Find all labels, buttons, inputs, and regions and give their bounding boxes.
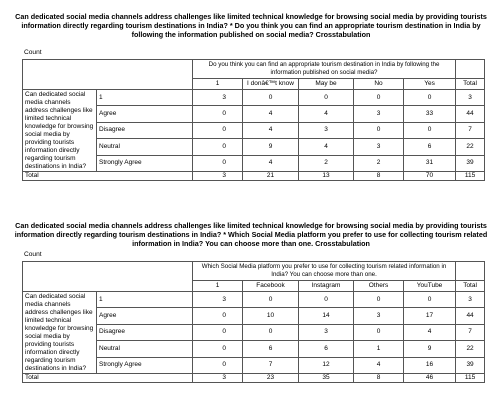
table-cell: 0 [354,292,404,308]
table-cell: 0 [243,90,299,106]
blank-header-cell [456,60,485,79]
table-cell: 22 [456,341,485,357]
table-cell: 12 [299,357,354,373]
total-cell: 3 [193,374,243,383]
column-question-header: Which Social Media platform you prefer to use for collecting tourism related information in India? You can choose more than one. [193,262,456,281]
table-cell: 3 [354,308,404,324]
table-cell: 3 [299,122,354,138]
total-row-label: Total [23,374,193,383]
column-header: Total [456,79,485,90]
total-cell: 8 [354,374,404,383]
column-header: Others [354,281,404,292]
table-cell: 10 [243,308,299,324]
table-cell: 0 [193,357,243,373]
table-cell: 0 [193,106,243,122]
table-cell: 4 [354,357,404,373]
table-cell: 1 [354,341,404,357]
column-header: May be [299,79,354,90]
table-cell: 22 [456,139,485,155]
table-cell: 4 [404,324,456,340]
table-cell: 14 [299,308,354,324]
corner-cell [23,262,193,292]
table-cell: 4 [243,106,299,122]
total-cell: 23 [243,374,299,383]
table-cell: 0 [193,155,243,171]
table-cell: 9 [243,139,299,155]
row-label: Disagree [97,122,193,138]
table-cell: 3 [456,90,485,106]
table-cell: 4 [243,155,299,171]
table-cell: 0 [193,308,243,324]
row-question-label: Can dedicated social media channels address challenges like limited technical knowledge for browsing social media by providing tourists information directly regarding tourism destinations in India? [25,91,94,170]
total-cell: 21 [243,172,299,181]
table-cell: 3 [299,324,354,340]
table-cell: 17 [404,308,456,324]
table-cell: 7 [243,357,299,373]
row-label: Disagree [97,324,193,340]
table-cell: 4 [243,122,299,138]
blank-header-cell [456,262,485,281]
row-label: Neutral [97,139,193,155]
total-cell: 3 [193,172,243,181]
column-header: 1 [193,281,243,292]
column-header: Total [456,281,485,292]
row-label: Neutral [97,341,193,357]
table-cell: 0 [354,324,404,340]
total-cell: 115 [456,172,485,181]
table-cell: 16 [404,357,456,373]
table-cell: 31 [404,155,456,171]
row-label: 1 [97,90,193,106]
table-cell: 0 [193,122,243,138]
table-cell: 2 [354,155,404,171]
row-label: Strongly Agree [97,357,193,373]
column-header: Facebook [243,281,299,292]
table2-title: Can dedicated social media channels address challenges like limited technical knowledge for browsing social media by providing tourists information directly regarding tourism destinations in India? * Which Social Media platform you prefer to use for collecting tourism related information in India? You can choose more than one. Crosstabulation [14,221,488,248]
total-cell: 70 [404,172,456,181]
table-cell: 7 [456,324,485,340]
table-cell: 3 [193,90,243,106]
column-header: I donâ€™t know [243,79,299,90]
table1-title: Can dedicated social media channels address challenges like limited technical knowledge for browsing social media by providing tourists information directly regarding tourism destinations in India? * Do you think you can find an appropriate tourism destination in India by following the information published on social media? Crosstabulation [15,12,487,39]
table-cell: 0 [354,122,404,138]
total-cell: 8 [354,172,404,181]
table-cell: 6 [243,341,299,357]
table-cell: 0 [404,90,456,106]
table1-count-label: Count [24,49,42,56]
row-label: Agree [97,308,193,324]
table-cell: 0 [193,139,243,155]
crosstab-table-2 [22,261,485,383]
table-cell: 6 [404,139,456,155]
corner-cell [23,60,193,90]
table-cell: 0 [243,324,299,340]
table-cell: 3 [354,139,404,155]
row-label: Strongly Agree [97,155,193,171]
column-question-header: Do you think you can find an appropriate tourism destination in India by following the information published on social media? [193,60,456,79]
total-cell: 46 [404,374,456,383]
table-cell: 0 [299,292,354,308]
table-cell: 0 [243,292,299,308]
table-cell: 3 [456,292,485,308]
table-cell: 33 [404,106,456,122]
table-cell: 0 [299,90,354,106]
row-label: Agree [97,106,193,122]
table-cell: 44 [456,106,485,122]
column-header: YouTube [404,281,456,292]
table2-count-label: Count [24,251,42,258]
total-row-label: Total [23,172,193,181]
table-cell: 7 [456,122,485,138]
column-header: Yes [404,79,456,90]
column-header: No [354,79,404,90]
table-cell: 0 [404,122,456,138]
total-cell: 35 [299,374,354,383]
table-cell: 2 [299,155,354,171]
table-cell: 0 [193,341,243,357]
column-header: Instagram [299,281,354,292]
table-cell: 6 [299,341,354,357]
table-cell: 0 [354,90,404,106]
total-cell: 115 [456,374,485,383]
table-cell: 0 [404,292,456,308]
row-question-label: Can dedicated social media channels address challenges like limited technical knowledge for browsing social media by providing tourists information directly regarding tourism destinations in India? [25,293,94,372]
table-cell: 39 [456,357,485,373]
table-cell: 44 [456,308,485,324]
row-label: 1 [97,292,193,308]
table-cell: 3 [354,106,404,122]
table-cell: 3 [193,292,243,308]
table-cell: 39 [456,155,485,171]
column-header: 1 [193,79,243,90]
table-cell: 4 [299,106,354,122]
total-cell: 13 [299,172,354,181]
table-cell: 4 [299,139,354,155]
table-cell: 9 [404,341,456,357]
table-cell: 0 [193,324,243,340]
crosstab-table-1 [22,59,485,181]
